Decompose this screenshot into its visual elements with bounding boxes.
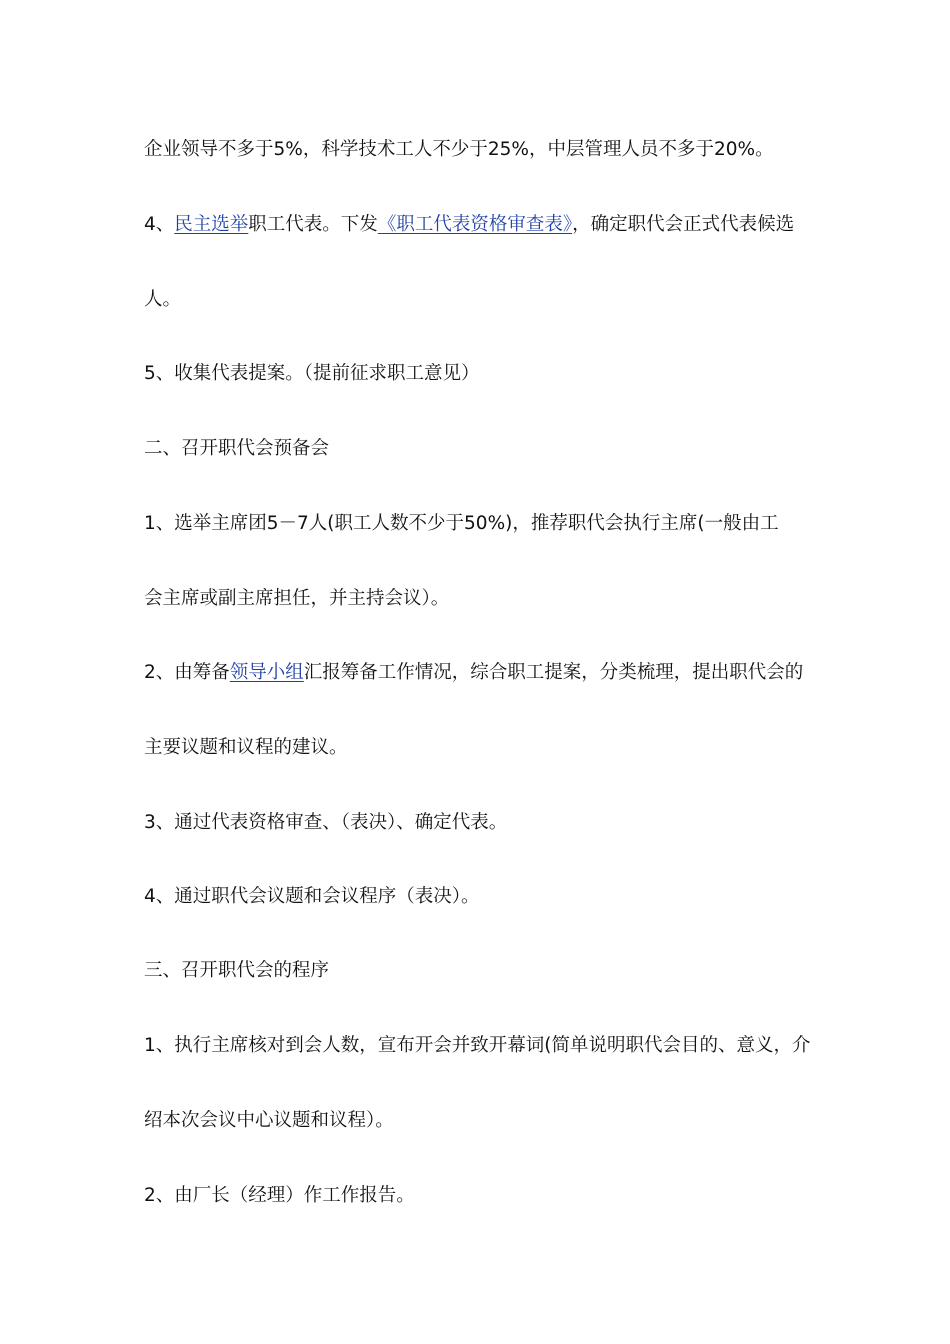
democratic-election-link[interactable]: 民主选举 [174,214,249,235]
text-line-opening-continuation: 绍本次会议中心议题和议程）。 [144,1110,394,1131]
text-line-qualification-review: 3、通过代表资格审查、（表决）、确定代表。 [144,812,508,833]
text-line-opening-speech: 1、执行主席核对到会人数，宣布开会并致开幕词(简单说明职代会目的、意义，介 [144,1035,811,1056]
text-line-elect-presidium: 1、选举主席团5－7人(职工人数不少于50%)，推荐职代会执行主席(一般由工 [144,513,779,534]
text-line-presidium-continuation: 会主席或副主席担任，并主持会议）。 [144,588,450,609]
text-line-work-report: 2、由厂长（经理）作工作报告。 [144,1185,415,1206]
text-line-collect-proposals: 5、收集代表提案。（提前征求职工意见） [144,363,480,384]
line-suffix: ，确定职代会正式代表候选 [572,214,795,235]
line-suffix: 汇报筹备工作情况，综合职工提案，分类梳理，提出职代会的 [303,662,804,683]
line-prefix: 2、由筹备 [144,662,230,683]
section-heading-meeting-procedure: 三、召开职代会的程序 [144,960,330,981]
text-line-continuation: 人。 [144,289,182,310]
qualification-form-link[interactable]: 《职工代表资格审查表》 [377,214,573,235]
section-heading-preparatory-meeting: 二、召开职代会预备会 [144,438,330,459]
text-line-agenda-vote: 4、通过职代会议题和会议程序（表决）。 [144,886,480,907]
line-mid: 职工代表。下发 [248,214,378,235]
leadership-group-link[interactable]: 领导小组 [229,662,304,683]
text-line-representative-ratio: 企业领导不多于5%，科学技术工人不少于25%，中层管理人员不多于20%。 [144,139,774,160]
text-line-agenda-suggestion: 主要议题和议程的建议。 [144,737,348,758]
line-prefix: 4、 [144,214,175,235]
text-line-elect-representatives [144,212,824,238]
text-line-leadership-report [144,660,824,686]
